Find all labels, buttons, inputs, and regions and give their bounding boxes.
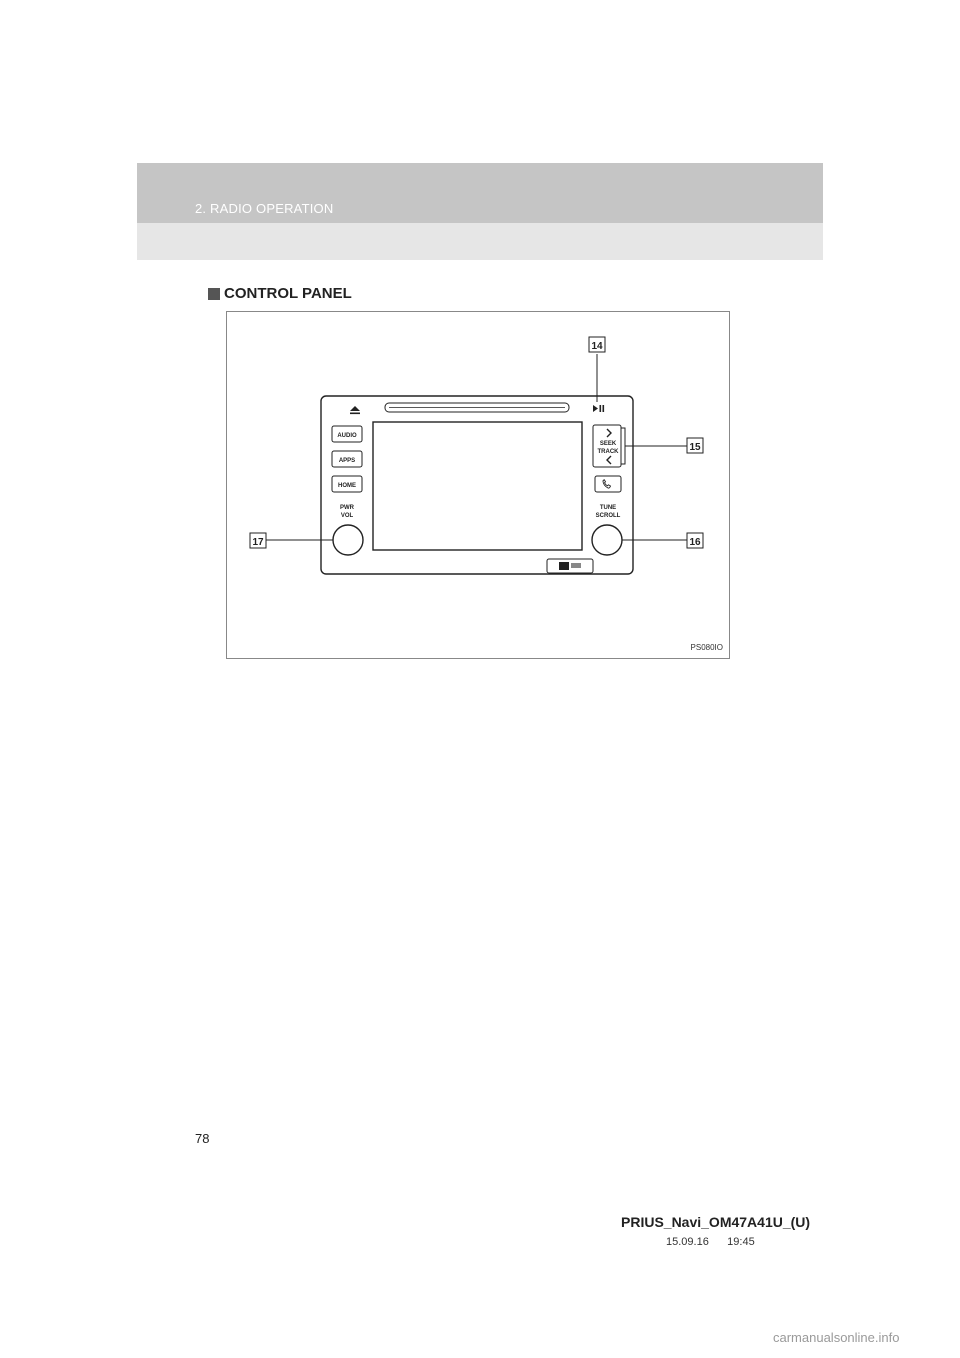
apps-label: APPS bbox=[338, 458, 356, 464]
track-label: TRACK bbox=[597, 449, 619, 455]
pwr-label: PWR bbox=[340, 505, 354, 511]
svg-text:17: 17 bbox=[252, 537, 264, 548]
svg-text:15: 15 bbox=[689, 442, 701, 453]
document-timestamp bbox=[666, 1236, 755, 1248]
square-bullet-icon bbox=[208, 288, 220, 300]
apps-button[interactable] bbox=[332, 451, 362, 467]
control-panel-figure bbox=[226, 311, 730, 659]
heading-text: CONTROL PANEL bbox=[224, 285, 352, 302]
home-label: HOME bbox=[338, 483, 356, 489]
watermark: carmanualsonline.info bbox=[773, 1330, 900, 1345]
seek-label: SEEK bbox=[599, 441, 617, 447]
control-panel-illustration bbox=[227, 312, 731, 660]
section-heading bbox=[208, 285, 352, 302]
callout-14 bbox=[589, 337, 605, 352]
callout-16 bbox=[687, 533, 703, 548]
document-date: 15.09.16 bbox=[666, 1236, 709, 1248]
svg-text:16: 16 bbox=[689, 537, 701, 548]
pwr-vol-knob[interactable] bbox=[333, 525, 363, 555]
section-title: 2. RADIO OPERATION bbox=[195, 201, 334, 216]
audio-label: AUDIO bbox=[337, 433, 357, 439]
svg-text:14: 14 bbox=[591, 341, 603, 352]
display-screen[interactable] bbox=[373, 422, 582, 550]
header-subband bbox=[137, 223, 823, 260]
sd-card-icon[interactable] bbox=[547, 559, 593, 573]
document-id: PRIUS_Navi_OM47A41U_(U) bbox=[621, 1214, 811, 1230]
tune-label: TUNE bbox=[599, 505, 617, 511]
callout-15 bbox=[687, 438, 703, 453]
phone-button[interactable] bbox=[595, 476, 621, 492]
document-time: 19:45 bbox=[727, 1236, 755, 1248]
vol-label: VOL bbox=[340, 513, 354, 519]
page-number: 78 bbox=[195, 1131, 210, 1146]
audio-button[interactable] bbox=[332, 426, 362, 442]
callout-17 bbox=[250, 533, 266, 548]
home-button[interactable] bbox=[332, 476, 362, 492]
figure-code: PS080IO bbox=[690, 643, 723, 652]
tune-scroll-knob[interactable] bbox=[592, 525, 622, 555]
seek-track-button[interactable] bbox=[593, 425, 621, 467]
scroll-label: SCROLL bbox=[595, 513, 621, 519]
